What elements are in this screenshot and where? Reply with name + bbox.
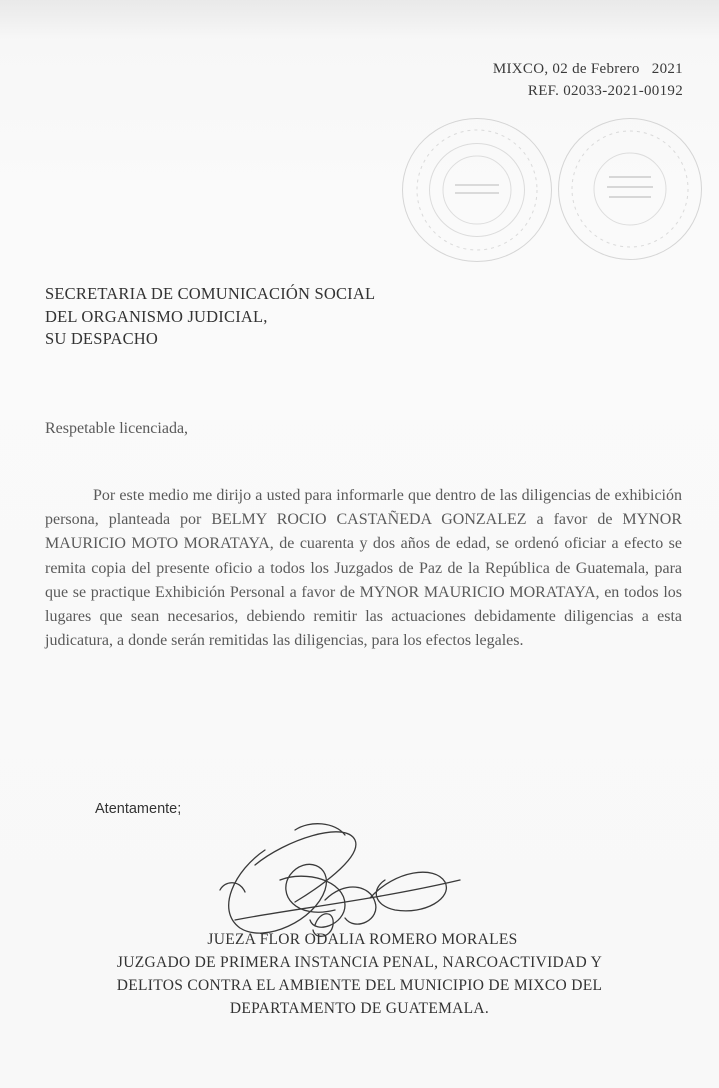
document-header — [493, 58, 683, 102]
court-name-line: DEPARTAMENTO DE GUATEMALA. — [229, 1000, 490, 1017]
court-seal-icon — [558, 118, 702, 260]
reference-number: REF. 02033-2021-00192 — [527, 83, 683, 99]
greeting: Respetable licenciada, — [45, 420, 189, 437]
addressee-line: SECRETARIA DE COMUNICACIÓN SOCIAL — [45, 284, 376, 303]
addressee-block — [45, 283, 375, 351]
body-paragraph: Por este medio me dirijo a usted para informarle que dentro de las diligencias de exhibición persona, planteada por BELMY ROCIO CASTAÑEDA GONZALEZ a favor de MYNOR MAURICIO MOTO MORATAYA, de cuarenta y dos años de edad, se ordenó oficiar a efecto se remita copia del presente oficio a todos los Juzgados de Paz de la República de Guatemala, para que se practique Exhibición Personal a favor de MYNOR MAURICIO MORATAYA, en todos los lugares que sean necesarios, debiendo remitir las actuaciones debidamente diligencias a esta judicatura, a donde serán remitidas las diligencias, para los efectos legales. — [45, 487, 682, 650]
body-paragraph-wrapper — [45, 484, 682, 653]
signer-block — [0, 928, 719, 1020]
court-name-line: JUZGADO DE PRIMERA INSTANCIA PENAL, NARCOACTIVIDAD Y — [116, 954, 603, 971]
closing: Atentamente; — [95, 801, 182, 817]
addressee-line: DEL ORGANISMO JUDICIAL, — [45, 306, 268, 326]
signer-name: JUEZA FLOR ODALIA ROMERO MORALES — [207, 931, 518, 948]
addressee-line: SU DESPACHO — [45, 329, 159, 348]
date-line: MIXCO, 02 de Febrero 2021 — [492, 61, 683, 77]
court-name-line: DELITOS CONTRA EL AMBIENTE DEL MUNICIPIO DE MIXCO DEL — [116, 977, 603, 994]
court-seal-icon — [402, 118, 552, 262]
